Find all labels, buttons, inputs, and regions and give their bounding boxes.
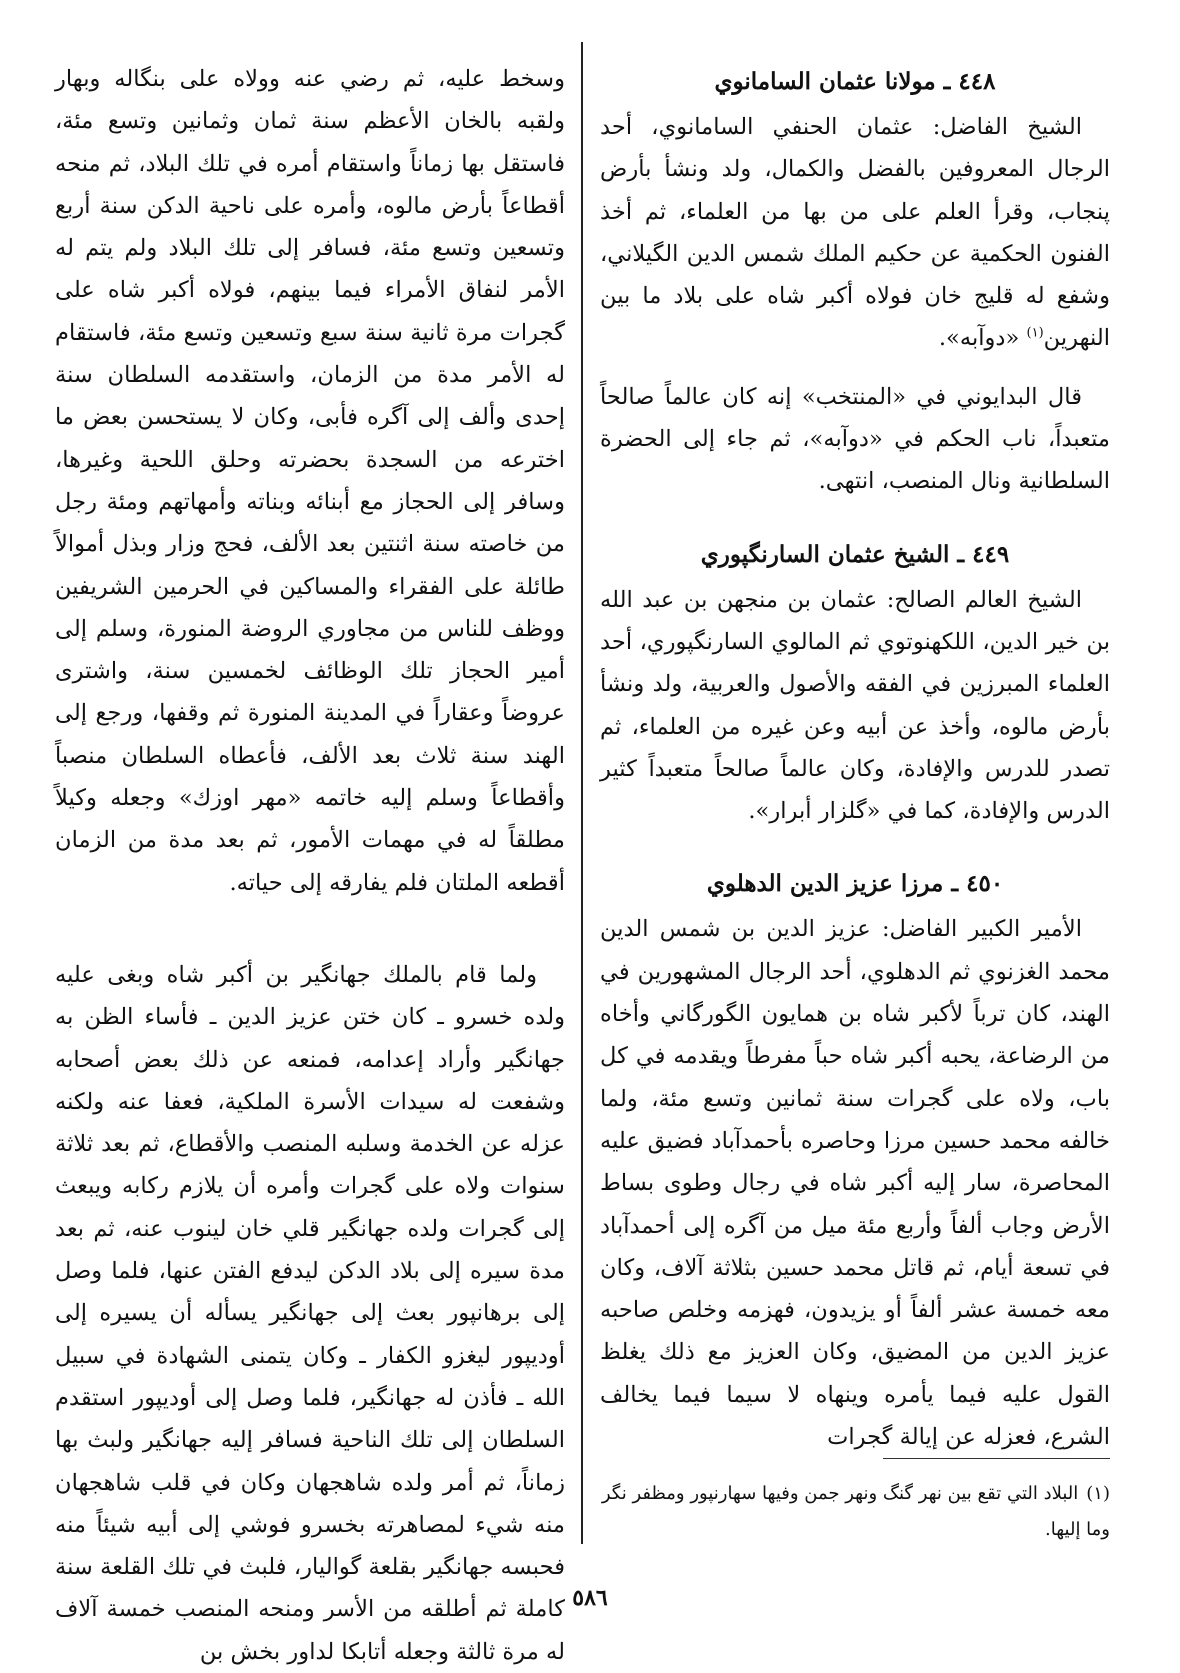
footnote-text: البلاد التي تقع بين نهر گنگ ونهر جمن وفيها سهارنپور ومظفر نگر وما إليها. <box>601 1483 1110 1540</box>
entry-heading-449: ٤٤٩ ـ الشيخ عثمان السارنگپوري <box>700 540 1010 568</box>
entry-449-paragraph-1: الشيخ العالم الصالح: عثمان بن منجهن بن عبد الله بن خير الدين، اللكهنوتوي ثم المالوي السارنگپوري، أحد العلماء المبرزين في الفقه والأصول والعربية، ولد ونشأ بأرض مالوه، وأخذ عن أبيه وعن غيره من العلماء، ثم تصدر للدرس والإفادة، وكان عالماً صالحاً متعبداً كثير الدرس والإفادة، كما في «گلزار أبرار». <box>600 586 1110 825</box>
entry-450-paragraph-1: الأمير الكبير الفاضل: عزيز الدين بن شمس الدين محمد الغزنوي ثم الدهلوي، أحد الرجال المشهورين في الهند، كان ترباً لأكبر شاه بن همايون الگورگاني وأخاه من الرضاعة، يحبه أكبر شاه حباً مفرطاً ويقدمه في كل باب، ولاه على گجرات سنة ثمانين وتسع مئة، ولما خالفه محمد حسين مرزا وحاصره بأحمدآباد فضيق عليه المحاصرة، سار إليه أكبر شاه في رجال وطوى بساط الأرض وجاب ألفاً وأربع مئة ميل من آگره إلى أحمدآباد في تسعة أيام، ثم قاتل محمد حسين بثلاثة آلاف، وكان معه خمسة عشر ألفاً أو يزيدون، فهزمه وخلص صاحبه عزيز الدين من المضيق، وكان العزيز مع ذلك يغلظ القول عليه فيما يأمره وينهاه لا سيما فيما يخالف الشرع، فعزله عن إيالة گجرات <box>600 916 1110 1451</box>
footnote <box>600 1476 1110 1548</box>
footnote-number: (١) <box>1086 1483 1110 1504</box>
entry-heading-450: ٤٥٠ ـ مرزا عزيز الدين الدهلوي <box>706 870 1004 898</box>
footnote-divider <box>883 1458 1110 1459</box>
entry-448-text-end: «دوآبه». <box>938 325 1027 352</box>
entry-448-paragraph-1 <box>600 106 1110 360</box>
left-column <box>55 58 565 1673</box>
right-column <box>600 58 1110 1458</box>
jahangir-paragraph: ولما قام بالملك جهانگير بن أكبر شاه وبغى عليه ولده خسرو ـ كان ختن عزيز الدين ـ فأساء الظن به جهانگير وأراد إعدامه، فمنعه عن ذلك بعض أصحابه وشفعت له سيدات الأسرة الملكية، فعفا عنه ولكنه عزله عن الخدمة وسلبه المنصب والأقطاع، ثم بعد ثلاثة سنوات ولاه على گجرات وأمره أن يلازم ركابه ويبعث إلى گجرات ولده جهانگير قلي خان لينوب عنه، ثم بعد مدة سيره إلى بلاد الدكن ليدفع الفتن عنها، فلما وصل إلى برهانپور بعث إلى جهانگير يسأله أن يسيره إلى أوديپور ليغزو الكفار ـ وكان يتمنى الشهادة في سبيل الله ـ فأذن له جهانگير، فلما وصل إلى أوديپور استقدم السلطان إلى تلك الناحية فسافر إليه جهانگير ولبث بها زماناً، ثم أمر ولده شاهجهان وكان في قلب شاهجهان منه شيء لمصاهرته بخسرو فوشي إلى أبيه شيئاً منه فحبسه جهانگير بقلعة گواليار، فلبث في تلك القلعة سنة كاملة ثم أطلقه من الأسر ومنحه المنصب خمسة آلاف له مرة ثالثة وجعله أتابكا لداور بخش بن <box>55 961 565 1665</box>
page-number: ٥٨٦ <box>572 1585 608 1611</box>
entry-448-text: الشيخ الفاضل: عثمان الحنفي السامانوي، أحد الرجال المعروفين بالفضل والكمال، ولد ونشأ بأرض پنجاب، وقرأ العلم على من بها من العلماء، ثم أخذ الفنون الحكمية عن حكيم الملك شمس الدين الگيلاني، وشفع له قليج خان فولاه أكبر شاه على بلاد ما بين النهرين <box>600 114 1110 352</box>
continuation-paragraph: وسخط عليه، ثم رضي عنه وولاه على بنگاله وبهار ولقبه بالخان الأعظم سنة ثمان وثمانين وتسع مئة، فاستقل بها زماناً واستقام أمره في تلك البلاد، ثم منحه أقطاعاً بأرض مالوه، وأمره على ناحية الدكن سنة أربع وتسعين وتسع مئة، فسافر إلى تلك البلاد ولم يتم له الأمر لنفاق الأمراء فيما بينهم، فولاه أكبر شاه على گجرات مرة ثانية سنة سبع وتسعين وتسع مئة، فاستقام له الأمر مدة من الزمان، واستقدمه السلطان سنة إحدى وألف إلى آگره فأبى، وكان لا يستحسن بعض ما اخترعه من السجدة بحضرته وحلق اللحية وغيرها، وسافر إلى الحجاز مع أبنائه وبناته وأمهاتهم ومئة رجل من خاصته سنة اثنتين بعد الألف، فحج وزار وبذل أموالاً طائلة على الفقراء والمساكين في الحرمين الشريفين ووظف للناس من مجاوري الروضة المنورة، وسلم إلى أمير الحجاز تلك الوظائف لخمسين سنة، واشترى عروضاً وعقاراً في المدينة المنورة ثم وقفها، ورجع إلى الهند سنة ثلاث بعد الألف، فأعطاه السلطان منصباً وأقطاعاً وسلم إليه خاتمه «مهر اوزك» وجعله وكيلاً مطلقاً له في مهمات الأمور، ثم بعد مدة من الزمان أقطعه الملتان فلم يفارقه إلى حياته. <box>55 66 565 896</box>
footnote-reference[interactable]: (١) <box>1026 325 1044 341</box>
column-divider <box>581 42 583 1544</box>
entry-448-paragraph-2: قال البدايوني في «المنتخب» إنه كان عالماً صالحاً متعبداً، ناب الحكم في «دوآبه»، ثم جاء إلى الحضرة السلطانية ونال المنصب، انتهى. <box>600 383 1110 495</box>
entry-heading-448: ٤٤٨ ـ مولانا عثمان السامانوي <box>714 68 996 95</box>
